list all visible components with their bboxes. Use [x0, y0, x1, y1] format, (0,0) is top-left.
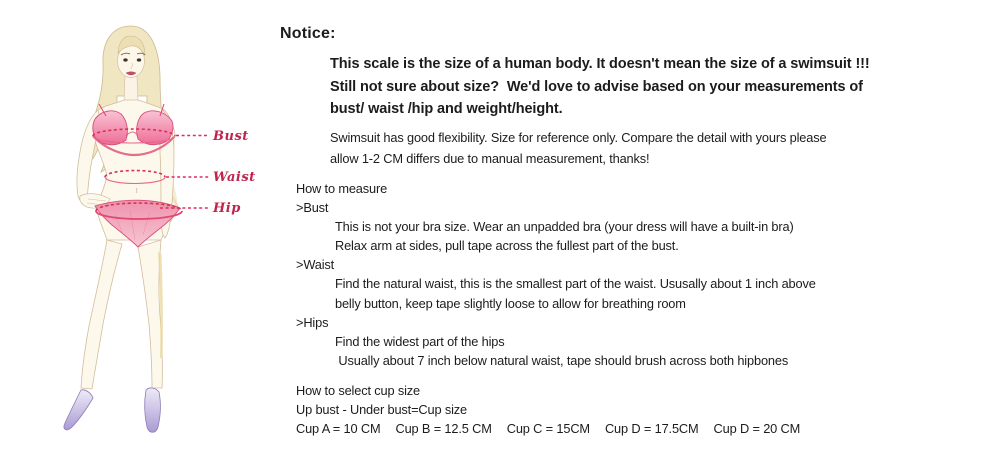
- hips-instruction-line: Usually about 7 inch below natural waist, tape should brush across both hipbones: [335, 352, 789, 368]
- waist-instruction-line: Find the natural waist, this is the smallest part of the waist. Ususally about 1 inch above: [335, 276, 816, 292]
- flexibility-note-line: allow 1-2 CM differs due to manual measurement, thanks!: [330, 150, 650, 166]
- legs: [81, 240, 163, 389]
- cup-size-value: Cup A = 10 CM: [296, 421, 381, 437]
- notice-bold-line: Still not sure about size? We'd love to advise based on your measurements of: [330, 78, 863, 95]
- hips-section-label: >Hips: [296, 314, 329, 330]
- flexibility-note-line: Swimsuit has good flexibility. Size for reference only. Compare the detail with yours please: [330, 130, 827, 145]
- waist-instruction-line: belly button, keep tape slightly loose to allow for breathing room: [335, 295, 686, 311]
- flexibility-note-paragraph: [330, 128, 940, 169]
- how-to-measure-section: [296, 179, 956, 370]
- bust-instruction-line: This is not your bra size. Wear an unpadded bra (your dress will have a built-in bra): [335, 219, 794, 235]
- bust-instruction-line: Relax arm at sides, pull tape across the fullest part of the bust.: [335, 238, 679, 254]
- how-to-measure-heading: How to measure: [296, 181, 388, 196]
- hip-callout-label: Hip: [213, 201, 241, 216]
- cup-size-value: Cup D = 20 CM: [713, 421, 801, 437]
- model-illustration-svg: [0, 0, 270, 469]
- cup-size-values-row: [296, 419, 956, 438]
- waist-section-label: >Waist: [296, 257, 335, 273]
- notice-bold-line: bust/ waist /hip and weight/height.: [330, 101, 563, 117]
- model-illustration: [0, 0, 270, 469]
- waist-callout-label: Waist: [213, 170, 256, 185]
- face: [118, 36, 146, 78]
- bust-callout-label: Bust: [213, 129, 249, 144]
- cup-size-heading: How to select cup size: [296, 383, 421, 398]
- cup-size-value: Cup C = 15CM: [506, 421, 590, 437]
- cup-size-value: Cup D = 17.5CM: [604, 421, 699, 437]
- bust-section-label: >Bust: [296, 200, 329, 216]
- hips-instruction-line: Find the widest part of the hips: [335, 333, 505, 349]
- cup-size-formula: Up bust - Under bust=Cup size: [296, 402, 467, 418]
- notice-bold-line: This scale is the size of a human body. It doesn't mean the size of a swimsuit !!!: [330, 56, 870, 72]
- notice-bold-paragraph: [330, 53, 980, 121]
- notice-title: Notice:: [280, 25, 336, 42]
- cup-size-section: [296, 381, 956, 439]
- shoes: [64, 388, 160, 432]
- cup-size-value: Cup B = 12.5 CM: [395, 421, 492, 437]
